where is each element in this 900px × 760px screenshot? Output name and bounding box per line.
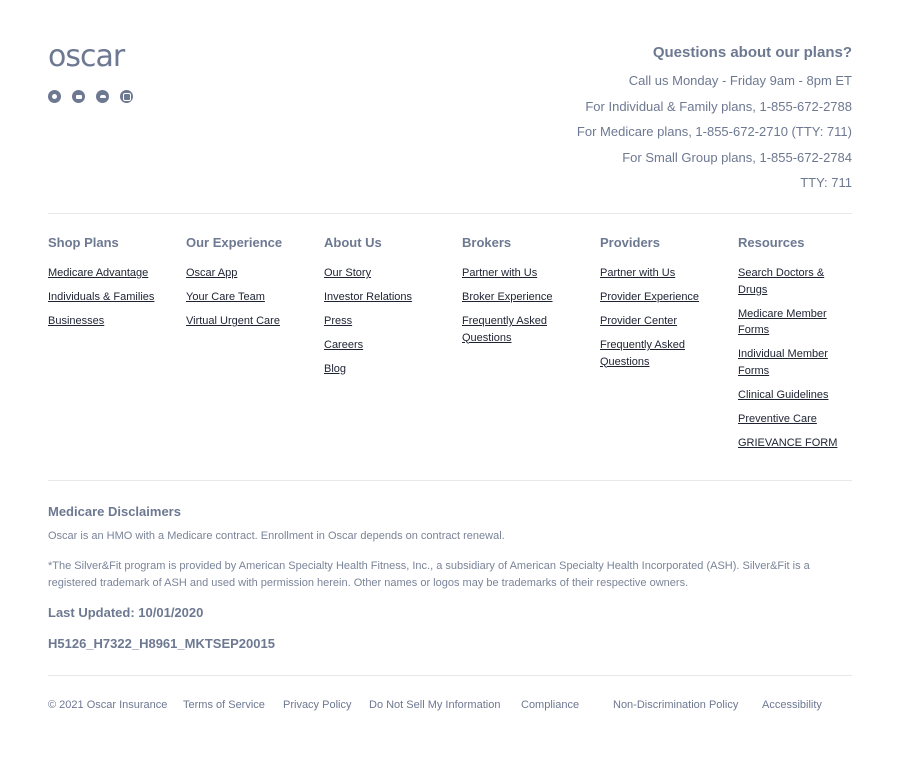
- terms-link[interactable]: Terms of Service: [183, 699, 265, 711]
- nav-column-providers: [600, 236, 728, 378]
- column-title: Our Experience: [186, 235, 283, 250]
- link-broker-faq[interactable]: Frequently Asked Questions: [462, 315, 547, 344]
- link-your-care-team[interactable]: Your Care Team: [186, 291, 265, 303]
- link-broker-partner[interactable]: Partner with Us: [462, 267, 538, 279]
- disclaimers-heading: Medicare Disclaimers: [48, 504, 181, 519]
- column-title: Shop Plans: [48, 235, 119, 250]
- nav-column-resources: [738, 236, 852, 459]
- divider: [48, 675, 852, 676]
- copyright: © 2021 Oscar Insurance: [48, 699, 168, 711]
- divider: [48, 213, 852, 214]
- material-code: H5126_H7322_H8961_MKTSEP20015: [48, 636, 275, 651]
- facebook-icon[interactable]: [48, 90, 61, 103]
- youtube-icon[interactable]: [72, 90, 85, 103]
- disclaimer-hmo: Oscar is an HMO with a Medicare contract. Enrollment in Oscar depends on contract renewal.: [48, 530, 505, 542]
- accessibility-link[interactable]: Accessibility: [762, 699, 822, 711]
- contact-small-group-phone: For Small Group plans, 1-855-672-2784: [622, 149, 852, 165]
- link-medicare-member-forms[interactable]: Medicare Member Forms: [738, 307, 827, 336]
- link-preventive-care[interactable]: Preventive Care: [738, 412, 817, 425]
- nav-column-shop-plans: [48, 236, 176, 337]
- contact-info: [577, 44, 852, 196]
- link-provider-experience[interactable]: Provider Experience: [600, 291, 700, 303]
- link-medicare-advantage[interactable]: Medicare Advantage: [48, 267, 149, 279]
- twitter-icon[interactable]: [96, 90, 109, 103]
- link-provider-center[interactable]: Provider Center: [600, 315, 678, 327]
- link-virtual-urgent-care[interactable]: Virtual Urgent Care: [186, 315, 280, 327]
- link-clinical-guidelines[interactable]: Clinical Guidelines: [738, 388, 829, 401]
- instagram-icon[interactable]: [120, 90, 133, 103]
- link-our-story[interactable]: Our Story: [324, 267, 372, 279]
- link-press[interactable]: Press: [324, 315, 353, 327]
- contact-medicare-phone: For Medicare plans, 1-855-672-2710 (TTY: 711): [576, 124, 852, 139]
- link-oscar-app[interactable]: Oscar App: [186, 267, 238, 279]
- link-provider-faq[interactable]: Frequently Asked Questions: [600, 339, 685, 368]
- contact-heading: Questions about our plans?: [652, 44, 852, 61]
- link-blog[interactable]: Blog: [324, 363, 347, 375]
- nav-column-about-us: [324, 236, 452, 385]
- non-discrimination-link[interactable]: Non-Discrimination Policy: [613, 699, 739, 711]
- column-title: Providers: [600, 235, 660, 250]
- column-title: About Us: [324, 235, 382, 250]
- link-careers[interactable]: Careers: [324, 339, 364, 351]
- column-title: Resources: [738, 235, 805, 250]
- do-not-sell-link[interactable]: Do Not Sell My Information: [369, 699, 501, 711]
- social-links: [48, 90, 133, 103]
- oscar-logo[interactable]: oscar: [48, 39, 125, 74]
- last-updated: Last Updated: 10/01/2020: [48, 605, 204, 620]
- link-investor-relations[interactable]: Investor Relations: [324, 291, 413, 303]
- contact-hours: Call us Monday - Friday 9am - 8pm ET: [628, 73, 852, 88]
- link-businesses[interactable]: Businesses: [48, 315, 105, 327]
- compliance-link[interactable]: Compliance: [521, 699, 580, 711]
- link-individuals-families[interactable]: Individuals & Families: [48, 291, 155, 303]
- disclaimer-silverfit: *The Silver&Fit program is provided by American Specialty Health Fitness, Inc., a subsidiary of American Specialty Health Incorporated (ASH). Silver&Fit is a registered trademark of ASH and used with permission herein. Other names or logos may be trademarks of their respective owners.: [48, 560, 810, 589]
- link-provider-partner[interactable]: Partner with Us: [600, 267, 676, 279]
- contact-tty: TTY: 711: [800, 175, 852, 190]
- contact-individual-phone: For Individual & Family plans, 1-855-672-2788: [585, 98, 852, 114]
- link-broker-experience[interactable]: Broker Experience: [462, 291, 553, 303]
- link-individual-member-forms[interactable]: Individual Member Forms: [738, 348, 828, 377]
- link-grievance-form[interactable]: GRIEVANCE FORM: [738, 436, 838, 449]
- divider: [48, 480, 852, 481]
- column-title: Brokers: [462, 235, 512, 250]
- nav-column-brokers: [462, 236, 590, 354]
- nav-column-our-experience: [186, 236, 314, 337]
- link-search-doctors-drugs[interactable]: Search Doctors & Drugs: [738, 267, 825, 296]
- privacy-link[interactable]: Privacy Policy: [283, 699, 352, 711]
